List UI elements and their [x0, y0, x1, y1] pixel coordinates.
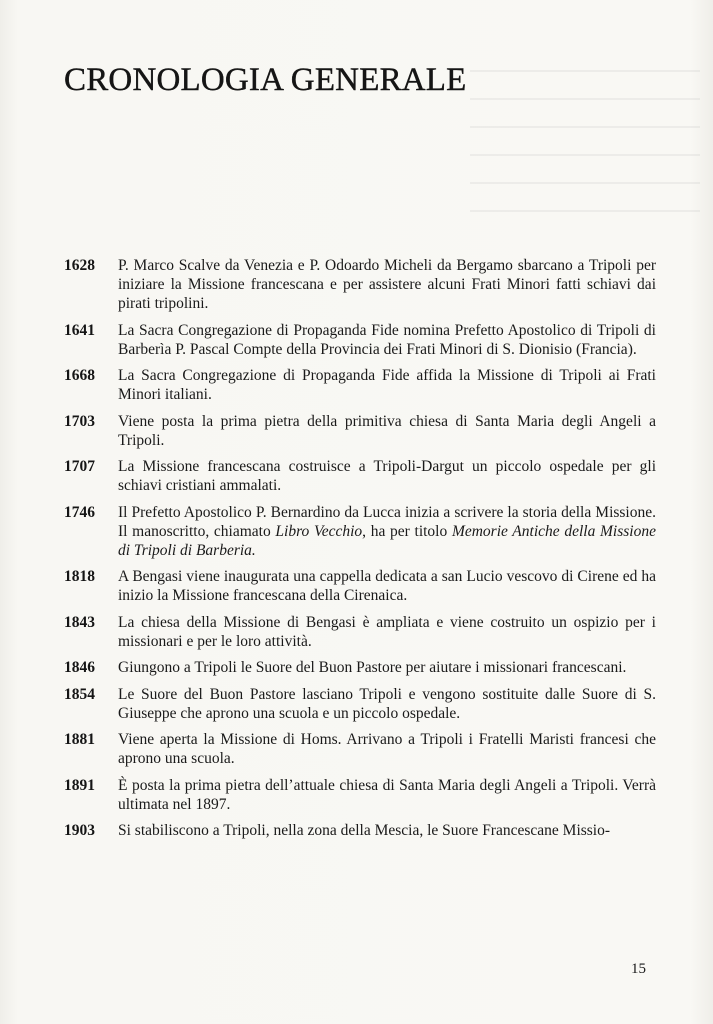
chronology-entry: [64, 321, 656, 359]
page-title: CRONOLOGIA GENERALE: [64, 62, 467, 98]
description-text: , ha per titolo: [362, 522, 452, 540]
show-through-texture: [470, 70, 700, 270]
chronology-list: [64, 256, 656, 848]
entry-year: 1628: [64, 257, 95, 274]
description-text: A Bengasi viene inaugurata una cappella dedicata a san Lucio vescovo di Cirene ed ha inizio la Missione francescana della Cirenaica.: [118, 568, 656, 604]
entry-description: [118, 730, 656, 768]
description-text: Giungono a Tripoli le Suore del Buon Pastore per aiutare i missionari francescani.: [118, 659, 627, 676]
entry-description: [118, 366, 656, 404]
entry-year: 1891: [64, 776, 95, 794]
italic-title-text: Libro Vecchio: [275, 522, 363, 540]
description-text: La Sacra Congregazione di Propaganda Fide nomina Prefetto Apostolico di Tripoli di Barberìa P. Pascal Compte della Provincia dei Frati Minori di S. Dionisio (Francia).: [118, 321, 656, 358]
chronology-entry: [64, 457, 656, 495]
chronology-entry: [64, 567, 656, 605]
chronology-entry: [64, 776, 656, 814]
entry-description: [118, 821, 656, 840]
chronology-entry: [64, 256, 656, 313]
page-number: 15: [631, 961, 646, 977]
chronology-entry: [64, 412, 656, 450]
entry-description: [118, 685, 656, 723]
chronology-entry: [64, 503, 656, 560]
description-text: Si stabiliscono a Tripoli, nella zona della Mescia, le Suore Francescane Missio-: [118, 822, 611, 839]
entry-description: [118, 412, 656, 450]
description-text: Viene aperta la Missione di Homs. Arrivano a Tripoli i Fratelli Maristi francesi che aprono una scuola.: [118, 731, 656, 767]
entry-description: [118, 503, 656, 560]
entry-description: [118, 457, 656, 495]
chronology-entry: [64, 821, 656, 840]
entry-year: 1818: [64, 568, 95, 585]
description-text: P. Marco Scalve da Venezia e P. Odoardo Micheli da Bergamo sbarcano a Tripoli per iniziare la Missione francescana e per assistere alcuni Frati Minori fatti schiavi dai pirati tripolini.: [118, 257, 656, 312]
entry-year: 1641: [64, 321, 95, 339]
entry-year: 1854: [64, 685, 95, 703]
entry-description: [118, 613, 656, 651]
chronology-entry: [64, 685, 656, 723]
entry-description: [118, 256, 656, 313]
description-text: Viene posta la prima pietra della primitiva chiesa di Santa Maria degli Angeli a Tripoli.: [118, 412, 656, 449]
entry-year: 1903: [64, 822, 95, 839]
chronology-entry: [64, 730, 656, 768]
description-text: La chiesa della Missione di Bengasi è ampliata e viene costruito un ospizio per i missionari e per le loro attività.: [118, 613, 656, 650]
entry-description: [118, 321, 656, 359]
entry-year: 1881: [64, 731, 95, 748]
chronology-entry: [64, 658, 656, 677]
description-text: È posta la prima pietra dell’attuale chiesa di Santa Maria degli Angeli a Tripoli. Verrà ultimata nel 1897.: [118, 776, 656, 813]
entry-description: [118, 567, 656, 605]
description-text: Le Suore del Buon Pastore lasciano Tripoli e vengono sostituite dalle Suore di S. Giuseppe che aprono una scuola e un piccolo ospedale.: [118, 685, 656, 722]
italic-title-text: Memorie Antiche della Missione di Tripoli di Barberia.: [118, 522, 656, 559]
entry-description: [118, 658, 656, 677]
chronology-entry: [64, 613, 656, 651]
entry-description: [118, 776, 656, 814]
entry-year: 1668: [64, 367, 95, 384]
description-text: La Missione francescana costruisce a Tripoli-Dargut un piccolo ospedale per gli schiavi cristiani ammalati.: [118, 458, 656, 494]
entry-year: 1843: [64, 613, 95, 631]
description-text: La Sacra Congregazione di Propaganda Fide affida la Missione di Tripoli ai Frati Minori italiani.: [118, 367, 656, 403]
description-text: Il Prefetto Apostolico P. Bernardino da Lucca inizia a scrivere la storia della Missione. Il manoscritto, chiamato: [118, 503, 656, 540]
entry-year: 1746: [64, 503, 95, 521]
chronology-entry: [64, 366, 656, 404]
entry-year: 1707: [64, 458, 95, 475]
entry-year: 1703: [64, 412, 95, 430]
entry-year: 1846: [64, 659, 95, 676]
